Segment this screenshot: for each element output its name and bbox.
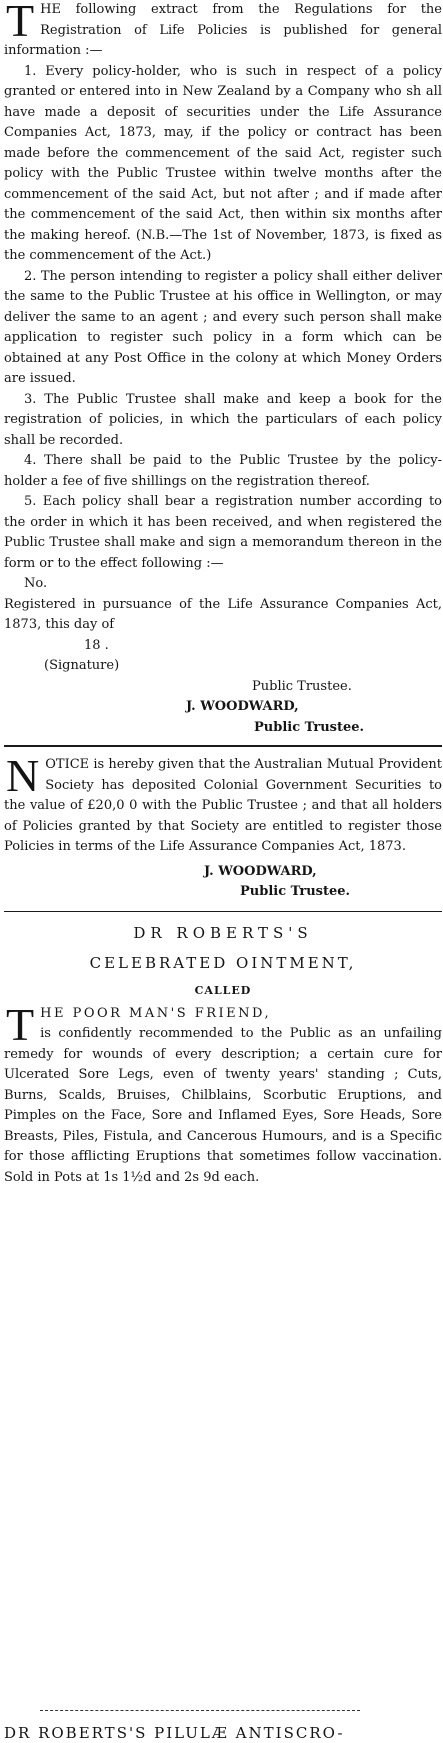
form-signature: (Signature)	[44, 658, 120, 673]
regulation-item-3: 3. The Public Trustee shall make and keep a book for the registration of policies, in which the particulars of each policy shall be recorded.	[4, 391, 442, 448]
regulations-notice	[4, 0, 442, 738]
section-divider-thin	[4, 911, 442, 912]
ointment-advert	[4, 918, 442, 1189]
intro-text: HE following extract from the Regulations for the Registration of Life Policies is published for general information :—	[4, 2, 442, 58]
amp-society-notice	[4, 750, 442, 903]
amp-signer-role: Public Trustee.	[240, 884, 351, 899]
amp-notice-text: OTICE is hereby given that the Australian Mutual Provident Society has deposited Colonial Government Securities to the value of £20,0 0 with the Public Trustee ; and that all holders of Policies granted by that Society are entitled to register those Policies in terms of the Life Assurance Companies Act, 1873.	[4, 757, 442, 854]
drop-cap-t: T	[6, 0, 35, 46]
form-year: 18 .	[84, 637, 109, 653]
form-number: No.	[24, 576, 48, 591]
advert-heading: HE POOR MAN'S FRIEND,	[40, 1005, 272, 1021]
signer-role: Public Trustee.	[254, 719, 365, 735]
advert-divider	[40, 1710, 360, 1711]
drop-cap-t-advert: T	[6, 998, 35, 1050]
advert-body-text: is confidently recommended to the Public as an unfailing remedy for wounds of every description; a certain cure for Ulcerated Sore Legs, even of twenty years' standing ; Cuts, Burns, Scalds, Bruises, Chilblains, Scorbutic Eruptions, and Pimples on the Face, Sore and Inflamed Eyes, Sore Heads, Sore Breasts, Piles, Fistula, and Cancerous Humours, and is a Specific for those afflicting Eruptions that sometimes follow vaccination. Sold in Pots at 1s 1½d and 2s 9d each.	[4, 1026, 442, 1185]
advert-called: CALLED	[194, 983, 252, 997]
drop-cap-n: N	[6, 750, 40, 801]
regulation-item-4: 4. There shall be paid to the Public Trustee by the policy-holder a fee of five shillings on the registration thereof.	[4, 453, 442, 489]
regulation-item-5: 5. Each policy shall bear a registration number according to the order in which it has been received, and when registered the Public Trustee shall make and sign a memorandum thereon in the form or to the effect following :—	[4, 494, 442, 571]
amp-signer-name: J. WOODWARD,	[204, 863, 317, 879]
amp-notice-body	[4, 750, 442, 858]
advert-title-line1: DR ROBERTS'S	[133, 923, 313, 942]
form-text: Registered in pursuance of the Life Assurance Companies Act, 1873, this day of	[4, 596, 442, 632]
regulation-item-1: 1. Every policy-holder, who is such in respect of a policy granted or entered into in New Zealand by a Company who sh all have made a deposit of securities under the Life Assurance Companies Act, 1873, may, if the policy or contract has been made before the commencement of the said Act, register such policy with the Public Trustee within twelve months after the commencement of the said Act, but not after ; and if made after the commencement of the said Act, then within six months after the making hereof. (N.B.—The 1st of November, 1873, is fixed as the commencement of the Act.)	[4, 63, 442, 263]
next-advert-heading: DR ROBERTS'S PILULÆ ANTISCRO-	[4, 1724, 345, 1742]
section-divider	[4, 745, 442, 747]
form-role: Public Trustee.	[252, 678, 352, 694]
column-content	[4, 0, 442, 1188]
regulations-intro	[4, 0, 442, 62]
signer-name: J. WOODWARD,	[186, 699, 299, 714]
advert-title-line2: CELEBRATED OINTMENT,	[89, 953, 357, 972]
regulation-item-2: 2. The person intending to register a policy shall either deliver the same to the Public Trustee at his office in Wellington, or may deliver the same to an agent ; and every such person shall make application to register such policy in a form which can be obtained at any Post Office in the colony at which Money Orders are issued.	[4, 268, 442, 386]
advert-body	[4, 998, 442, 1189]
